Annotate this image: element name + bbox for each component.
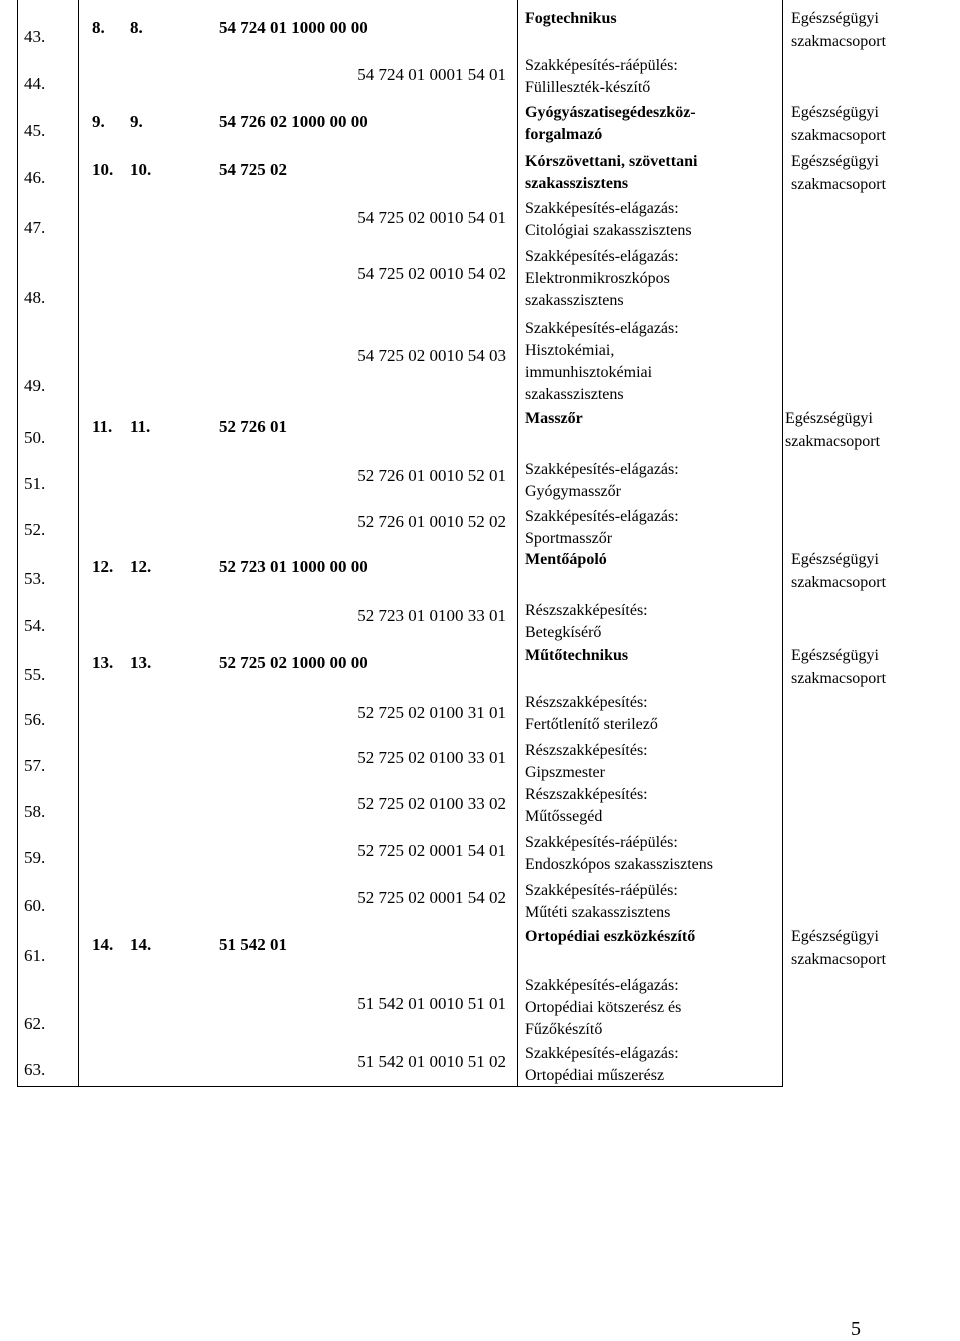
name-heading: Fogtechnikus: [525, 10, 617, 27]
name-line: Szakképesítés-elágazás:: [525, 248, 679, 265]
name-line: Fűzőkészítő: [525, 1021, 603, 1038]
name-line: szakasszisztens: [525, 292, 624, 309]
row-number: 52.: [24, 520, 46, 539]
main-code: 52 726 01: [219, 417, 287, 436]
name-line: Elektronmikroszkópos: [525, 270, 670, 287]
name-line: Műtéti szakasszisztens: [525, 904, 671, 921]
row-number: 55.: [24, 665, 46, 684]
name-line: Szakképesítés-elágazás:: [525, 977, 679, 994]
main-code: 51 542 01: [219, 935, 287, 954]
main-code: 52 725 02 1000 00 00: [219, 653, 368, 672]
table-border-vertical: [17, 0, 18, 1087]
sub-code: 52 723 01 0100 33 01: [357, 606, 506, 625]
name-line: immunhisztokémiai: [525, 364, 653, 381]
row-number: 45.: [24, 121, 46, 140]
sub-code: 52 725 02 0100 31 01: [357, 703, 506, 722]
table-border-vertical: [782, 0, 783, 1087]
name-line: Szakképesítés-elágazás:: [525, 461, 679, 478]
group-label-line: szakmacsoport: [791, 33, 887, 50]
name-line: szakasszisztens: [525, 386, 624, 403]
sub-code: 52 726 01 0010 52 02: [357, 512, 506, 531]
main-number: 14.: [130, 935, 152, 954]
group-label-line: Egészségügyi: [785, 410, 873, 427]
row-number: 43.: [24, 27, 46, 46]
name-line: Szakképesítés-ráépülés:: [525, 834, 678, 851]
row-number: 62.: [24, 1014, 46, 1033]
table-border-bottom: [17, 1086, 783, 1087]
group-label-line: Egészségügyi: [791, 647, 879, 664]
row-number: 57.: [24, 756, 46, 775]
name-line: Szakképesítés-elágazás:: [525, 200, 679, 217]
name-line: Részszakképesítés:: [525, 742, 648, 759]
name-line: Betegkísérő: [525, 624, 602, 641]
row-number: 63.: [24, 1060, 46, 1079]
name-line: Szakképesítés-elágazás:: [525, 320, 679, 337]
group-label-line: Egészségügyi: [791, 10, 879, 27]
sub-code: 52 725 02 0001 54 02: [357, 888, 506, 907]
row-number: 58.: [24, 802, 46, 821]
name-line: Részszakképesítés:: [525, 602, 648, 619]
name-heading: Gyógyászatisegédeszköz-: [525, 104, 696, 121]
main-number: 10.: [92, 160, 114, 179]
table-border-vertical: [517, 0, 518, 1087]
row-number: 47.: [24, 218, 46, 237]
sub-code: 54 724 01 0001 54 01: [357, 65, 506, 84]
name-line: Gyógymasszőr: [525, 483, 621, 500]
name-line: Szakképesítés-ráépülés:: [525, 882, 678, 899]
group-label-line: szakmacsoport: [791, 176, 887, 193]
name-heading: Masszőr: [525, 410, 583, 427]
group-label-line: szakmacsoport: [791, 574, 887, 591]
name-heading: Műtőtechnikus: [525, 647, 629, 664]
main-number: 13.: [130, 653, 152, 672]
group-label-line: szakmacsoport: [785, 433, 881, 450]
name-line: Sportmasszőr: [525, 530, 613, 547]
row-number: 49.: [24, 376, 46, 395]
sub-code: 52 725 02 0001 54 01: [357, 841, 506, 860]
name-line: Ortopédiai műszerész: [525, 1067, 665, 1084]
group-label-line: Egészségügyi: [791, 551, 879, 568]
main-number: 10.: [130, 160, 152, 179]
name-line: Citológiai szakasszisztens: [525, 222, 692, 239]
main-code: 54 726 02 1000 00 00: [219, 112, 368, 131]
sub-code: 52 725 02 0100 33 01: [357, 748, 506, 767]
name-line: Hisztokémiai,: [525, 342, 615, 359]
sub-code: 51 542 01 0010 51 02: [357, 1052, 506, 1071]
name-heading: Ortopédiai eszközkészítő: [525, 928, 696, 945]
row-number: 44.: [24, 74, 46, 93]
page-number: 5: [851, 1318, 861, 1340]
name-line: Fülilleszték-készítő: [525, 79, 651, 96]
main-number: 9.: [92, 112, 105, 131]
table-border-vertical: [78, 0, 79, 1087]
row-number: 50.: [24, 428, 46, 447]
name-heading: Mentőápoló: [525, 551, 607, 568]
main-code: 54 724 01 1000 00 00: [219, 18, 368, 37]
main-number: 11.: [130, 417, 151, 436]
name-line: Fertőtlenítő sterilező: [525, 716, 658, 733]
main-number: 14.: [92, 935, 114, 954]
row-number: 53.: [24, 569, 46, 588]
row-number: 46.: [24, 168, 46, 187]
group-label-line: Egészségügyi: [791, 153, 879, 170]
sub-code: 54 725 02 0010 54 02: [357, 264, 506, 283]
name-heading: forgalmazó: [525, 126, 603, 143]
row-number: 54.: [24, 616, 46, 635]
name-heading: Kórszövettani, szövettani: [525, 153, 698, 170]
name-line: Endoszkópos szakasszisztens: [525, 856, 713, 873]
main-number: 11.: [92, 417, 113, 436]
row-number: 61.: [24, 946, 46, 965]
name-line: Gipszmester: [525, 764, 605, 781]
main-number: 8.: [92, 18, 105, 37]
name-heading: szakasszisztens: [525, 175, 629, 192]
group-label-line: szakmacsoport: [791, 670, 887, 687]
name-line: Szakképesítés-elágazás:: [525, 508, 679, 525]
group-label-line: szakmacsoport: [791, 127, 887, 144]
sub-code: 52 725 02 0100 33 02: [357, 794, 506, 813]
main-number: 8.: [130, 18, 143, 37]
name-line: Részszakképesítés:: [525, 694, 648, 711]
group-label-line: Egészségügyi: [791, 928, 879, 945]
main-number: 9.: [130, 112, 143, 131]
main-number: 12.: [92, 557, 114, 576]
main-code: 54 725 02: [219, 160, 287, 179]
row-number: 51.: [24, 474, 46, 493]
row-number: 56.: [24, 710, 46, 729]
main-code: 52 723 01 1000 00 00: [219, 557, 368, 576]
name-line: Ortopédiai kötszerész és: [525, 999, 682, 1016]
row-number: 60.: [24, 896, 46, 915]
sub-code: 52 726 01 0010 52 01: [357, 466, 506, 485]
name-line: Szakképesítés-ráépülés:: [525, 57, 678, 74]
main-number: 12.: [130, 557, 152, 576]
group-label-line: szakmacsoport: [791, 951, 887, 968]
name-line: Részszakképesítés:: [525, 786, 648, 803]
name-line: Műtőssegéd: [525, 808, 603, 825]
sub-code: 54 725 02 0010 54 01: [357, 208, 506, 227]
sub-code: 51 542 01 0010 51 01: [357, 994, 506, 1013]
main-number: 13.: [92, 653, 114, 672]
row-number: 48.: [24, 288, 46, 307]
sub-code: 54 725 02 0010 54 03: [357, 346, 506, 365]
name-line: Szakképesítés-elágazás:: [525, 1045, 679, 1062]
group-label-line: Egészségügyi: [791, 104, 879, 121]
row-number: 59.: [24, 848, 46, 867]
